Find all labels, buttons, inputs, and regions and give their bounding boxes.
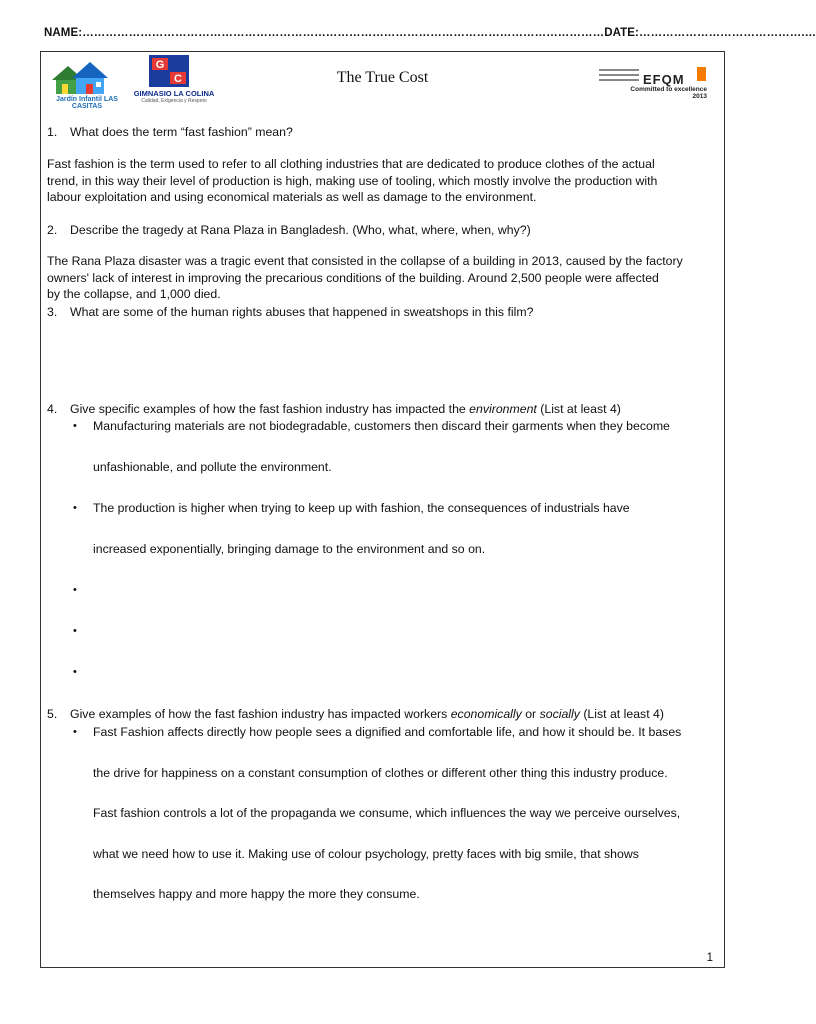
bullet-4-3: • (73, 584, 77, 596)
answer-5-line-1: Fast Fashion affects directly how people sees a dignified and comfortable life, and how it should be. It bases (93, 725, 682, 739)
answer-4-2-line-2: increased exponentially, bringing damage to the environment and so on. (93, 542, 486, 556)
answer-4-1-line-2: unfashionable, and pollute the environment. (93, 460, 332, 474)
answer-5-line-3: Fast fashion controls a lot of the propaganda we consume, which influences the way we perceive ourselves, (93, 806, 681, 820)
answer-5-line-2: the drive for happiness on a constant consumption of clothes or different other thing this industry produce. (93, 766, 668, 780)
efqm-badge (599, 66, 711, 100)
svg-text:G: G (155, 59, 165, 71)
gimnasio-motto: Calidad, Exigencia y Respeto (141, 98, 207, 104)
question-4: 4. Give specific examples of how the fast fashion industry has impacted the environment (List at least 4) (47, 402, 621, 416)
efqm-tagline: Committed to excellence (630, 86, 707, 93)
answer-5-line-5: themselves happy and more happy the more they consume. (93, 887, 420, 901)
gimnasio-name: GIMNASIO LA COLINA (133, 89, 215, 98)
answer-4-1-line-1: Manufacturing materials are not biodegradable, customers then discard their garments when they become (93, 419, 670, 433)
las-casitas-name: Jardín Infantil LAS CASITAS (56, 96, 118, 110)
page-number: 1 (706, 952, 713, 964)
answer-4-2-line-1: The production is higher when trying to keep up with fashion, the consequences of industrials have (93, 501, 630, 515)
bullet-4-4: • (73, 625, 77, 637)
bullet-4-2: • (73, 502, 77, 514)
worksheet-frame (40, 51, 725, 968)
question-5: 5. Give examples of how the fast fashion industry has impacted workers economically or socially (List at least 4) (47, 707, 664, 721)
question-3: 3. What are some of the human rights abuses that happened in sweatshops in this film? (47, 305, 534, 319)
bullet-4-5: • (73, 666, 77, 678)
name-date-line: NAME:………………………………………………………………………………………………………………………DATE:…………………………………….… (44, 27, 816, 39)
question-2: 2. Describe the tragedy at Rana Plaza in Bangladesh. (Who, what, where, when, why?) (47, 223, 531, 237)
efqm-word: EFQM (643, 72, 685, 87)
page-title: The True Cost (336, 69, 429, 86)
question-1: 1. What does the term “fast fashion” mean? (47, 125, 293, 139)
answer-1: Fast fashion is the term used to refer to all clothing industries that are dedicated to produce clothes of the actual trend, in this way their level of production is high, making use of tooling, which mostly involve the production with labour exploitation and using economical materials as well as damage to the environment. (47, 157, 658, 204)
bullet-4-1: • (73, 420, 77, 432)
answer-2: The Rana Plaza disaster was a tragic event that consisted in the collapse of a building in 2013, caused by the factory owners' lack of interest in improving the precarious conditions of the building. Around 2,500 people were affected by the collapse, and 1,000 died. (47, 254, 683, 301)
bullet-5-1: • (73, 726, 77, 738)
efqm-year: 2013 (692, 93, 707, 100)
svg-text:C: C (174, 73, 182, 85)
answer-5-line-4: what we need how to use it. Making use of colour psychology, pretty faces with big smile, that shows (93, 847, 639, 861)
